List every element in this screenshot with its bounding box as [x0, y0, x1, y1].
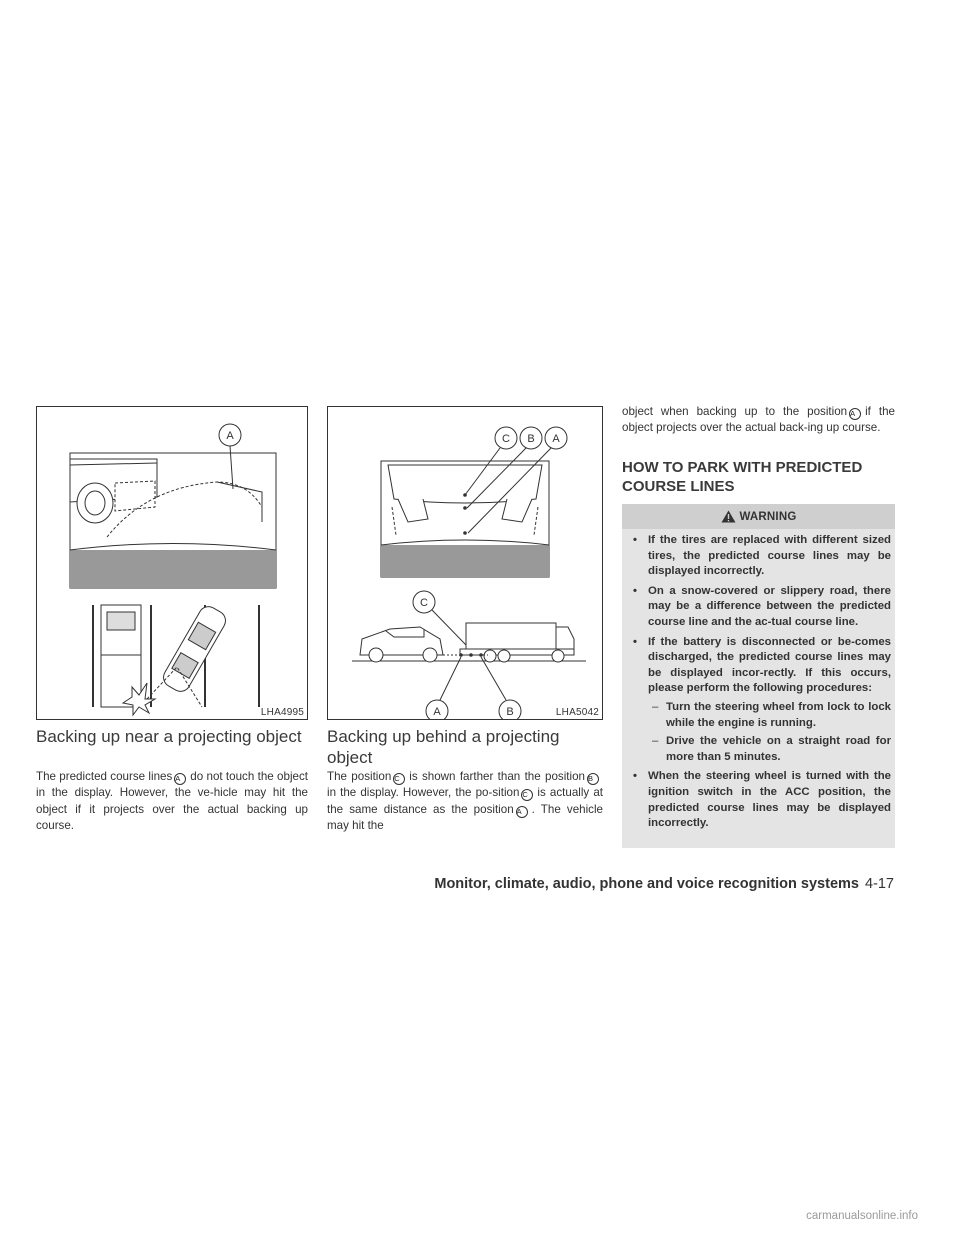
marker-c-icon: C — [521, 789, 533, 801]
callout-b-label: B — [527, 433, 535, 445]
callout-b-bottom-label: B — [506, 706, 514, 718]
marker-b-icon: B — [587, 773, 599, 785]
warning-subitem: – Drive the vehicle on a straight road for more than 5 minutes. — [652, 735, 891, 763]
warning-item: • When the steering wheel is turned with the ignition switch in the ACC position, the predicted course lines may be displayed incorrectly. — [633, 770, 891, 830]
warning-triangle-icon — [721, 510, 736, 523]
warning-item-text: On a snow-covered or slippery road, there may be a difference between the predicted course line and the ac-tual course line. — [648, 584, 891, 628]
warning-item-text: If the tires are replaced with different sized tires, the predicted course lines may be displayed incorrectly. — [648, 534, 891, 578]
marker-a-icon: A — [849, 408, 861, 420]
figure-backing-near-object — [36, 406, 308, 720]
warning-item: • If the tires are replaced with different sized tires, the predicted course lines may be displayed incorrectly. — [633, 534, 891, 578]
text-segment: in the display. However, the po-sition — [327, 786, 520, 800]
illustration-truck-behind-vehicle — [328, 407, 603, 720]
page-number: 4-17 — [864, 876, 894, 892]
warning-subitem-text: Drive the vehicle on a straight road for more than 5 minutes. — [666, 735, 891, 763]
warning-subitem: – Turn the steering wheel from lock to lock while the engine is running. — [652, 700, 891, 729]
callout-a-bottom-label: A — [433, 706, 441, 718]
warning-item: • If the battery is disconnected or be-comes discharged, the predicted course lines may be displayed incor-rectly. If this occurs, please perform the following procedures: – Turn the steering wheel from lock to lock while the engine is running. – Drive the vehicle on a straight road for more than 5 minutes. — [622, 635, 895, 766]
callout-c-side-label: C — [420, 597, 428, 609]
text-segment: do not touch the object in the display. However, the ve-hicle may hit the object if it projects over the actual backing up course. — [36, 770, 308, 832]
callout-a-label: A — [552, 433, 560, 445]
section-paragraph — [327, 769, 603, 834]
callout-a-label: A — [226, 430, 234, 442]
illustration-rear-view-and-parking — [37, 407, 308, 720]
page-footer — [434, 876, 894, 892]
warning-item-text: When the steering wheel is turned with the ignition switch in the ACC position, the predicted course lines may be displayed incorrectly. — [648, 770, 891, 830]
figure-code: LHA4995 — [260, 707, 304, 718]
section-paragraph — [622, 404, 895, 437]
text-segment: . The vehicle may hit the — [327, 802, 604, 832]
section-paragraph — [36, 769, 308, 834]
warning-item: • On a snow-covered or slippery road, there may be a difference between the predicted course line and the ac-tual course line. — [633, 584, 891, 628]
text-segment: object when backing up to the position — [622, 405, 848, 418]
text-segment: if the object projects over the actual back-ing up course. — [622, 405, 895, 435]
marker-c-icon: C — [393, 773, 405, 785]
text-segment: is actually at the same distance as the position — [327, 786, 603, 816]
warning-title: WARNING — [739, 510, 797, 523]
callout-c-label: C — [502, 433, 510, 445]
section-heading: Backing up behind a projecting object — [327, 727, 560, 767]
watermark-link[interactable]: carmanualsonline.info — [806, 1210, 918, 1222]
text-segment: The predicted course lines — [36, 770, 173, 783]
figure-code: LHA5042 — [555, 707, 599, 718]
section-heading: Backing up near a projecting object — [36, 727, 302, 746]
warning-box — [622, 504, 895, 848]
marker-a-icon: A — [516, 806, 528, 818]
footer-section-title: Monitor, climate, audio, phone and voice recognition systems — [434, 876, 859, 892]
warning-header — [622, 504, 895, 529]
text-segment: The position — [327, 770, 392, 783]
figure-backing-behind-object — [327, 406, 603, 720]
text-segment: is shown farther than the position — [409, 770, 585, 783]
section-heading: HOW TO PARK WITH PREDICTED COURSE LINES — [622, 459, 863, 495]
warning-subitem-text: Turn the steering wheel from lock to lock while the engine is running. — [666, 700, 891, 729]
warning-item-text: If the battery is disconnected or be-comes discharged, the predicted course lines may be displayed incor-rectly. If this occurs, please perform the following procedures: — [648, 635, 891, 695]
marker-a-icon: A — [174, 773, 186, 785]
